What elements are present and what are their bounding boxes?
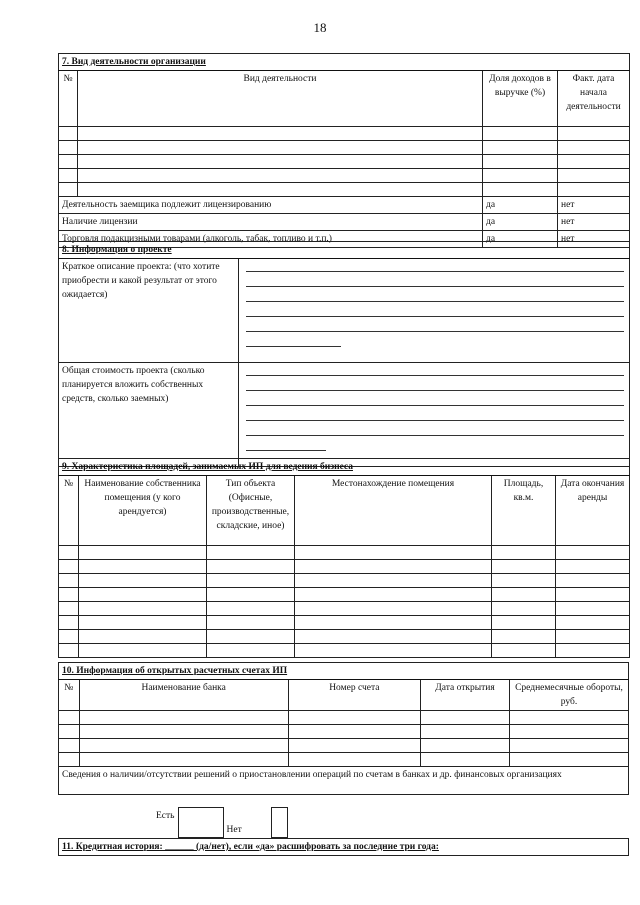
col-date-header: Факт. дата начала деятельности	[558, 71, 630, 127]
excise-label: Торговля подакцизными товарами (алкоголь, табак, топливо и т.п.)	[59, 231, 483, 248]
table-row[interactable]	[59, 616, 630, 630]
section-7-table	[58, 53, 630, 248]
col-owner-header: Наименование собственника помещения (у кого арендуется)	[79, 476, 207, 546]
table-row[interactable]	[59, 588, 630, 602]
project-description-label: Краткое описание проекта: (что хотите приобрести и какой результат от этого ожидается)	[59, 259, 239, 363]
license-yes[interactable]: да	[483, 214, 558, 231]
col-num-header: №	[59, 476, 79, 546]
table-row[interactable]	[59, 183, 630, 197]
table-row[interactable]	[59, 753, 629, 767]
col-num-header: №	[59, 71, 78, 127]
section-11-title[interactable]: 11. Кредитная история: ______ (да/нет), если «да» расшифровать за последние три года:	[59, 839, 629, 856]
table-row[interactable]	[59, 169, 630, 183]
no-label: Нет	[226, 824, 242, 835]
col-share-header: Доля доходов в выручке (%)	[483, 71, 558, 127]
section-7-title: 7. Вид деятельности организации	[59, 54, 630, 71]
table-row[interactable]	[59, 725, 629, 739]
section-11-table	[58, 838, 629, 856]
col-end-date-header: Дата окончания аренды	[556, 476, 630, 546]
table-row[interactable]	[59, 574, 630, 588]
excise-no[interactable]: нет	[558, 231, 630, 248]
section-10-table	[58, 662, 629, 795]
col-activity-header: Вид деятельности	[78, 71, 483, 127]
section-8-table	[58, 241, 630, 467]
suspension-text: Сведения о наличии/отсутствии решений о приостановлении операций по счетам в банках и др. финансовых организациях	[59, 767, 629, 795]
col-type-header: Тип объекта (Офисные, производственные, складские, иное)	[207, 476, 295, 546]
license-label: Наличие лицензии	[59, 214, 483, 231]
section-10-title: 10. Информация об открытых расчетных счетах ИП	[59, 663, 629, 680]
col-bank-header: Наименование банка	[79, 680, 288, 711]
table-row[interactable]	[59, 127, 630, 141]
section-9-table	[58, 458, 630, 658]
no-checkbox[interactable]	[271, 808, 287, 838]
col-location-header: Местонахождение помещения	[295, 476, 492, 546]
col-area-header: Площадь, кв.м.	[492, 476, 556, 546]
project-description-field[interactable]	[239, 259, 630, 363]
project-cost-label: Общая стоимость проекта (сколько планируется вложить собственных средств, сколько заемных)	[59, 363, 239, 467]
licensing-label: Деятельность заемщика подлежит лицензированию	[59, 197, 483, 214]
table-row[interactable]	[59, 141, 630, 155]
licensing-yes[interactable]: да	[483, 197, 558, 214]
project-cost-field[interactable]	[239, 363, 630, 467]
table-row[interactable]	[59, 155, 630, 169]
table-row[interactable]	[59, 602, 630, 616]
table-row[interactable]	[59, 644, 630, 658]
table-row[interactable]	[59, 630, 630, 644]
col-turnover-header: Среднемесячные обороты, руб.	[510, 680, 629, 711]
excise-yes[interactable]: да	[483, 231, 558, 248]
col-num-header: №	[59, 680, 80, 711]
section-9-title: 9. Характеристика площадей, занимаемых ИП для ведения бизнеса	[59, 459, 630, 476]
page-number: 18	[313, 20, 327, 35]
yes-label: Есть	[155, 810, 175, 821]
table-row[interactable]	[59, 739, 629, 753]
license-no[interactable]: нет	[558, 214, 630, 231]
section-8-title: 8. Информация о проекте	[59, 242, 630, 259]
col-account-header: Номер счета	[288, 680, 420, 711]
yes-checkbox[interactable]	[178, 808, 223, 838]
table-row[interactable]	[59, 560, 630, 574]
licensing-no[interactable]: нет	[558, 197, 630, 214]
col-opened-header: Дата открытия	[421, 680, 510, 711]
table-row[interactable]	[59, 546, 630, 560]
table-row[interactable]	[59, 711, 629, 725]
suspension-answer-table	[58, 807, 629, 838]
